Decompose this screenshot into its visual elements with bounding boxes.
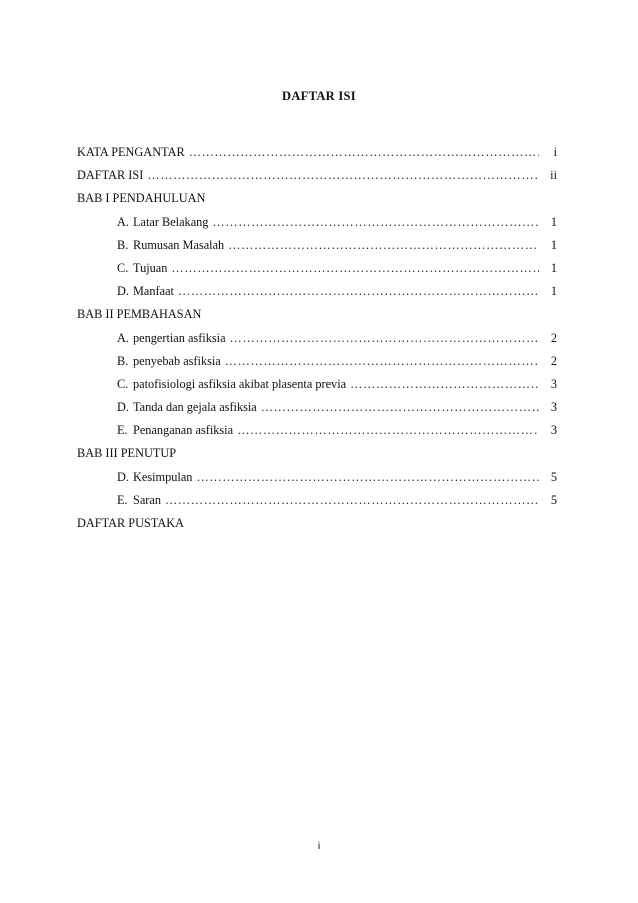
toc-page-number: 1 bbox=[550, 214, 557, 229]
toc-entry-tujuan bbox=[77, 260, 557, 283]
toc-entry-label: Kesimpulan bbox=[133, 469, 193, 484]
toc-entry-marker: A. bbox=[117, 330, 129, 345]
dot-leader bbox=[261, 399, 539, 415]
toc-entry-penyebab-asfiksia bbox=[77, 353, 557, 376]
toc-page-number: 2 bbox=[550, 330, 557, 345]
toc-entry-marker: E. bbox=[117, 423, 128, 438]
toc-entry-kata-pengantar bbox=[77, 144, 557, 167]
toc-entry-marker: D. bbox=[117, 469, 129, 484]
dot-leader bbox=[165, 492, 539, 508]
toc-page-number: 1 bbox=[550, 260, 557, 275]
toc-entry-label: Saran bbox=[133, 492, 161, 507]
toc-chapter-label: BAB III PENUTUP bbox=[77, 446, 177, 461]
toc-entry-patofisiologi bbox=[77, 376, 557, 399]
toc-page-number: 3 bbox=[550, 376, 557, 391]
dot-leader bbox=[237, 422, 539, 438]
toc-entry-marker: C. bbox=[117, 376, 129, 391]
toc-entry-tanda-gejala bbox=[77, 399, 557, 422]
toc-chapter-bab-2 bbox=[77, 306, 557, 329]
toc-page-number: 3 bbox=[550, 423, 557, 438]
dot-leader bbox=[189, 144, 539, 160]
toc-entry-label: penyebab asfiksia bbox=[133, 353, 221, 368]
dot-leader bbox=[225, 353, 539, 369]
toc-entry-marker: D. bbox=[117, 400, 129, 415]
toc-entry-label: pengertian asfiksia bbox=[133, 330, 226, 345]
toc-page-number: 3 bbox=[550, 400, 557, 415]
toc-page-number: 1 bbox=[550, 284, 557, 299]
page-title: DAFTAR ISI bbox=[282, 89, 356, 103]
toc-entry-daftar-pustaka bbox=[77, 515, 557, 538]
toc-page-number: ii bbox=[550, 168, 557, 183]
toc-entry-label: Tujuan bbox=[133, 260, 168, 275]
dot-leader bbox=[178, 283, 539, 299]
toc-entry-rumusan-masalah bbox=[77, 237, 557, 260]
dot-leader bbox=[230, 330, 539, 346]
toc-page-number: 2 bbox=[550, 353, 557, 368]
toc-entry-marker: E. bbox=[117, 492, 128, 507]
page-number-footer: i bbox=[317, 840, 321, 852]
toc-chapter-label: BAB II PEMBAHASAN bbox=[77, 307, 202, 322]
toc-entry-label: KATA PENGANTAR bbox=[77, 145, 185, 159]
toc-entry-label: DAFTAR PUSTAKA bbox=[77, 516, 185, 530]
toc-entry-label: patofisiologi asfiksia akibat plasenta previa bbox=[133, 376, 347, 391]
toc-entry-pengertian-asfiksia bbox=[77, 330, 557, 353]
toc-entry-kesimpulan bbox=[77, 469, 557, 492]
toc-page-number: 1 bbox=[550, 237, 557, 252]
dot-leader bbox=[147, 167, 539, 183]
toc-entry-manfaat bbox=[77, 283, 557, 306]
toc-page-number: 5 bbox=[550, 492, 557, 507]
toc-page-number: 5 bbox=[550, 469, 557, 484]
dot-leader bbox=[196, 469, 539, 485]
toc-chapter-bab-1 bbox=[77, 190, 557, 213]
dot-leader bbox=[228, 237, 539, 253]
dot-leader bbox=[171, 260, 539, 276]
toc-entry-marker: C. bbox=[117, 260, 129, 275]
toc-entry-label: Manfaat bbox=[133, 284, 174, 299]
toc-entry-latar-belakang bbox=[77, 214, 557, 237]
table-of-contents bbox=[77, 144, 557, 538]
toc-entry-label: Rumusan Masalah bbox=[133, 237, 225, 252]
toc-entry-penanganan bbox=[77, 422, 557, 445]
toc-entry-label: Latar Belakang bbox=[133, 214, 209, 229]
toc-entry-label: Tanda dan gejala asfiksia bbox=[133, 400, 257, 415]
toc-entry-marker: B. bbox=[117, 353, 129, 368]
toc-entry-label: Penanganan asfiksia bbox=[133, 423, 234, 438]
toc-chapter-label: BAB I PENDAHULUAN bbox=[77, 191, 206, 206]
toc-page-number: i bbox=[553, 145, 557, 159]
toc-entry-marker: A. bbox=[117, 214, 129, 229]
dot-leader bbox=[212, 214, 539, 230]
toc-entry-marker: B. bbox=[117, 237, 129, 252]
toc-chapter-bab-3 bbox=[77, 445, 557, 468]
toc-entry-marker: D. bbox=[117, 284, 129, 299]
toc-entry-daftar-isi bbox=[77, 167, 557, 190]
toc-entry-label: DAFTAR ISI bbox=[77, 168, 144, 183]
dot-leader bbox=[350, 376, 539, 392]
toc-entry-saran bbox=[77, 492, 557, 515]
